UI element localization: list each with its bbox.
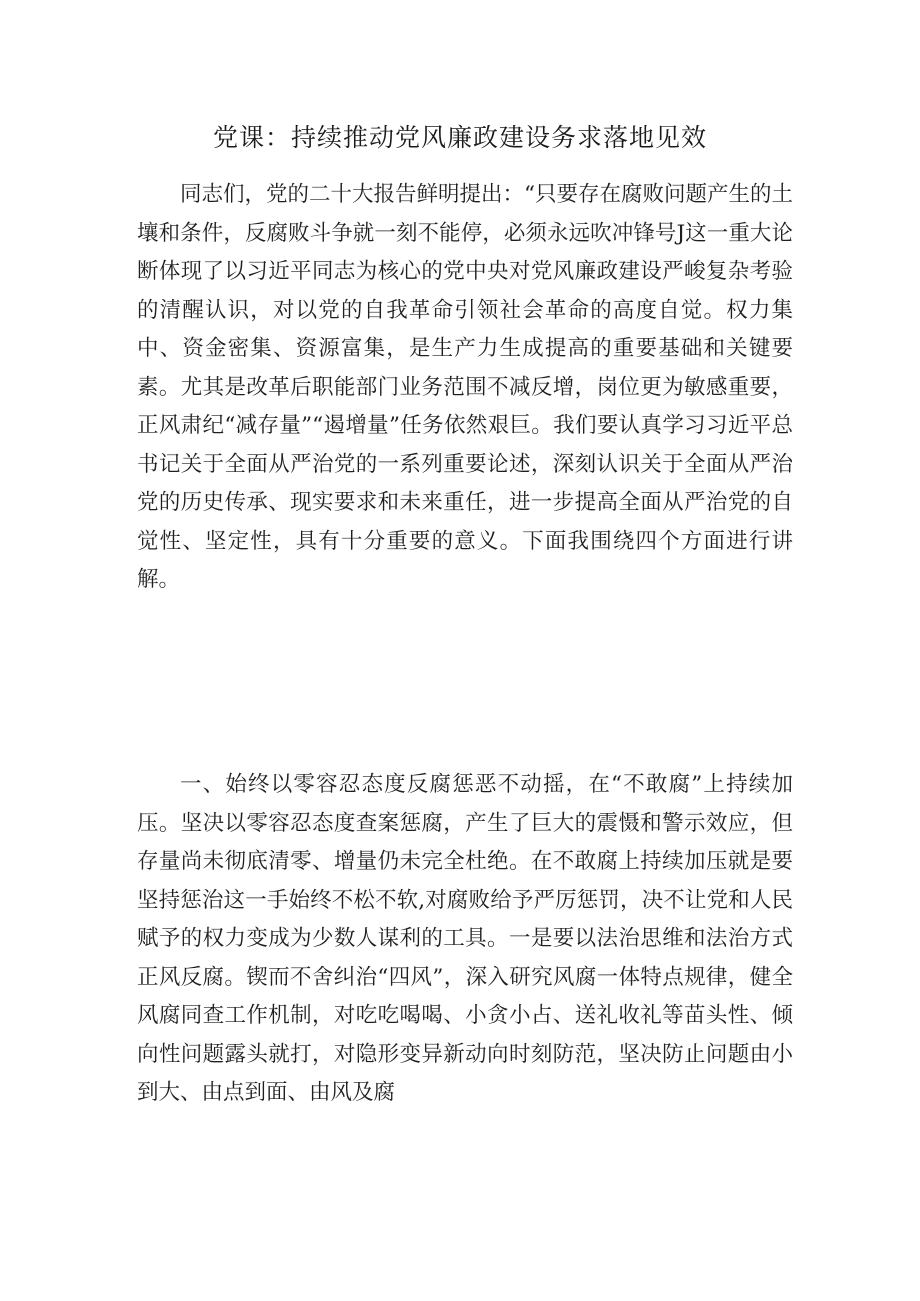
paragraph-intro: 同志们，党的二十大报告鲜明提出：“只要存在腐败问题产生的土壤和条件，反腐败斗争就一刻不能停，必须永远吹冲锋号J这一重大论断体现了以习近平同志为核心的党中央对党风廉政建设严峻复杂考验的清醒认识，对以党的自我革命引领社会革命的高度自觉。权力集中、资金密集、资源富集，是生产力生成提高的重要基础和关键要素。尤其是改革后职能部门业务范围不减反增，岗位更为敏感重要，正风肃纪“减存量”“遏增量”任务依然艰巨。我们要认真学习习近平总书记关于全面从严治党的一系列重要论述，深刻认识关于全面从严治党的历史传承、现实要求和未来重任，进一步提高全面从严治党的自觉性、坚定性，具有十分重要的意义。下面我围绕四个方面进行讲解。: [137, 182, 793, 592]
paragraph-section-one: 一、始终以零容忍态度反腐惩恶不动摇，在“不敢腐”上持续加压。坚决以零容忍态度查案惩腐，产生了巨大的震慑和警示效应，但存量尚未彻底清零、增量仍未完全杜绝。在不敢腐上持续加压就是要坚持惩治这一手始终不松不软,对腐败给予严厉惩罚，决不让党和人民赋予的权力变成为少数人谋利的工具。一是要以法治思维和法治方式正风反腐。锲而不舍纠治“四风”，深入研究风腐一体特点规律，健全风腐同查工作机制，对吃吃喝喝、小贪小占、送礼收礼等苗头性、倾向性问题露头就打，对隐形变异新动向时刻防范，坚决防止问题由小到大、由点到面、由风及腐: [137, 772, 793, 1105]
document-title: 党课：持续推动党风廉政建设务求落地见效: [212, 123, 707, 152]
